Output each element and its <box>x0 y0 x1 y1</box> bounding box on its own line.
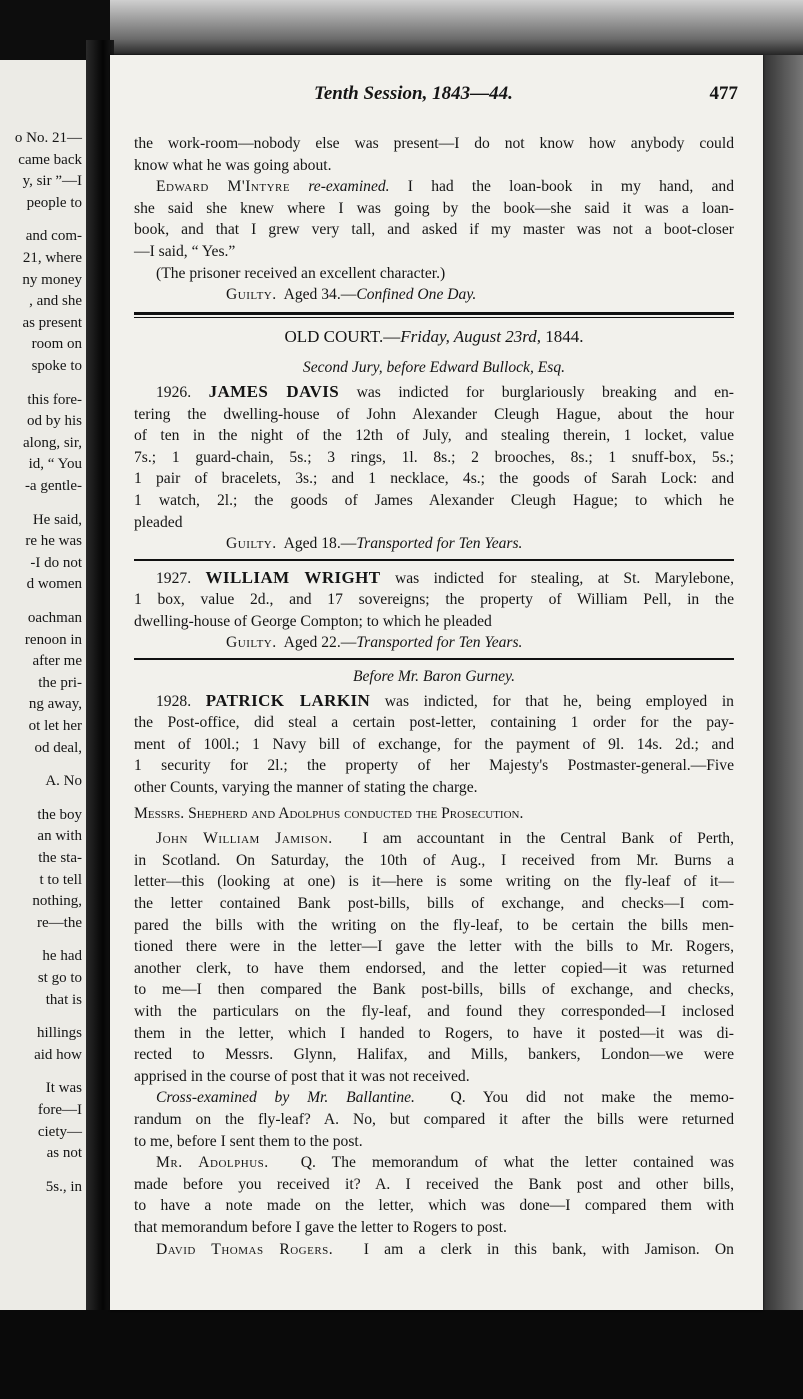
defendant-name: PATRICK LARKIN <box>205 690 371 710</box>
text-line: the Post-office, did steal a certain post-letter, containing 1 order for the pay- <box>134 714 734 732</box>
text-line: tering the dwelling-house of John Alexander Cleugh Hague, about the hour <box>134 405 734 423</box>
left-margin-fragment: It was <box>45 1080 82 1097</box>
left-margin-fragment: -I do not <box>30 554 82 571</box>
text-line: she said she knew where I was going by the book—she said it was a loan- <box>134 199 734 217</box>
left-margin-fragment: spoke to <box>31 358 82 374</box>
page-body <box>134 133 734 1260</box>
defendant-name: WILLIAM WRIGHT <box>205 567 381 587</box>
page-edge-shadow <box>763 55 803 1315</box>
left-margin-fragment: an with <box>37 828 82 845</box>
left-margin-fragment: A. No <box>45 773 82 790</box>
court-year: 1844. <box>545 326 584 346</box>
text-line: tioned there were in the letter—I gave the letter with the bills to Mr. Rogers, <box>134 938 734 956</box>
left-margin-fragment: and com- <box>25 228 82 245</box>
left-facing-page <box>0 60 92 1310</box>
case-number: 1926. <box>156 383 192 401</box>
verdict-sentence: Transported for Ten Years. <box>356 634 523 652</box>
text-line: to me, before I sent them to the post. <box>134 1132 363 1150</box>
verdict-sentence: Transported for Ten Years. <box>356 535 523 553</box>
left-margin-fragment: re he was <box>25 533 82 550</box>
court-name: OLD COURT.— <box>284 326 401 346</box>
left-margin-fragment: d women <box>26 576 82 593</box>
text-line: letter—this (looking at one) is it—here is some writing on the fly-leaf of it— <box>134 873 734 891</box>
left-margin-fragment: , and she <box>29 293 82 310</box>
cross-exam-label: Cross-examined by Mr. Ballantine. <box>156 1089 415 1107</box>
case-number: 1927. <box>156 569 192 587</box>
text-line: made before you received it? A. I received the Bank post and other bills, <box>134 1175 734 1193</box>
cross-exam-line <box>134 1087 734 1109</box>
left-margin-fragment: od deal, <box>34 739 82 756</box>
court-heading <box>134 326 734 348</box>
text-line: randum on the fly-leaf? A. No, but compared it after the bills were returned <box>134 1110 734 1128</box>
left-margin-fragment: re—the <box>37 914 82 931</box>
left-margin-fragment: hillings <box>36 1025 82 1042</box>
text-line: ment of 100l.; 1 Navy bill of exchange, for the payment of 9l. 14s. 2d.; and <box>134 735 734 753</box>
text-line: the work-room—nobody else was present—I do not know how anybody could <box>134 135 734 152</box>
verdict-age: Aged 34.— <box>283 286 357 304</box>
witness-name: John William Jamison. <box>156 830 333 848</box>
text-line: 1 security for 2l.; the property of her Majesty's Postmaster-general.—Five <box>134 757 734 775</box>
text-line: other Counts, varying the manner of stating the charge. <box>134 779 478 797</box>
verdict-line <box>134 535 522 552</box>
jury-heading: Second Jury, before Edward Bullock, Esq. <box>302 359 566 377</box>
text-line: apprised in the course of post that it was not received. <box>134 1067 470 1085</box>
text-fragment: I am accountant in the Central Bank of Perth, <box>362 830 734 848</box>
left-margin-fragment: fore—I <box>37 1102 82 1118</box>
left-margin-fragment: as present <box>22 314 82 331</box>
left-margin-fragment: id, “ You <box>28 456 82 473</box>
text-line: 1 pair of bracelets, 3s.; and 1 necklace, 4s.; the goods of Sarah Lock: and <box>134 470 734 488</box>
left-margin-fragment: He said, <box>32 511 82 528</box>
book-page <box>110 55 763 1310</box>
left-margin-fragment: o No. 21— <box>14 130 82 146</box>
scan-top-shadow <box>110 0 803 56</box>
text-line: another clerk, to have them endorsed, and the letter copied—it was returned <box>134 959 734 977</box>
section-rule <box>134 312 734 318</box>
left-margin-fragment: st go to <box>37 970 82 986</box>
left-margin-fragment: oachman <box>27 610 82 626</box>
text-line: book, and that I grew very tall, and asked if my master was not a boot-closer <box>134 221 734 239</box>
text-line: that memorandum before I gave the letter to Rogers to post. <box>134 1218 507 1236</box>
reexamination-line <box>134 176 734 198</box>
text-line: 7s.; 1 guard-chain, 5s.; 3 rings, 1l. 8s.; 2 brooches, 8s.; 1 snuff-box, 5s.; <box>134 448 734 466</box>
case-rule <box>134 559 734 561</box>
verdict-age: Aged 22.— <box>283 634 357 652</box>
text-fragment: was indicted for burglariously breaking and en- <box>356 383 734 401</box>
text-line: to me—I then compared the Bank post-bills, bills of exchange, and checks, <box>134 981 734 999</box>
text-fragment: was indicted, for that he, being employed in <box>384 692 734 710</box>
text-line: pared the bills with the writing on the fly-leaf, to be certain the bills men- <box>134 916 734 934</box>
text-line: them in the letter, which I handed to Rogers, to have it posted—it was di- <box>134 1024 734 1042</box>
left-margin-fragment: ny money <box>22 271 82 288</box>
text-line: —I said, “ Yes.” <box>134 242 236 260</box>
text-fragment: Q. The memorandum of what the letter contained was <box>300 1154 735 1172</box>
verdict-word: Guilty. <box>226 286 277 304</box>
left-margin-fragment: 5s., in <box>45 1178 82 1195</box>
left-margin-fragment: ng away, <box>28 696 82 713</box>
left-margin-fragment: ciety— <box>37 1123 82 1140</box>
verdict-word: Guilty. <box>226 634 277 652</box>
text-fragment: was indicted for stealing, at St. Marylebone, <box>394 569 734 587</box>
witness-line <box>134 1239 734 1261</box>
page-header <box>134 83 738 111</box>
text-fragment: I am a clerk in this bank, with Jamison. On <box>363 1240 734 1258</box>
left-margin-fragment: nothing, <box>32 893 82 910</box>
defendant-name: JAMES DAVIS <box>208 381 340 401</box>
prosecution-note: Messrs. Shepherd and Adolphus conducted the Prosecution. <box>134 804 524 822</box>
text-line: with the particulars on the fly-leaf, and found they corresponded—I inclosed <box>134 1002 734 1020</box>
left-margin-fragment: room on <box>31 336 82 353</box>
left-margin-fragment: renoon in <box>24 631 82 648</box>
left-margin-fragment: as not <box>46 1145 82 1162</box>
case-first-line <box>134 381 734 404</box>
left-margin-fragment: y, sir ”—I <box>22 173 82 190</box>
left-margin-fragment: -a gentle- <box>24 478 82 494</box>
left-margin-fragment: along, sir, <box>23 434 82 451</box>
verdict-word: Guilty. <box>226 535 277 553</box>
verdict-sentence: Confined One Day. <box>356 286 477 304</box>
case-first-line <box>134 690 734 713</box>
counsel-label: Mr. Adolphus. <box>156 1154 269 1172</box>
left-margin-fragment: he had <box>42 948 82 965</box>
text-line: know what he was going about. <box>134 156 332 174</box>
left-margin-fragment: od by his <box>26 413 82 430</box>
text-line: in Scotland. On Saturday, the 10th of Aug., I received from Mr. Burns a <box>134 851 734 869</box>
reexam-line <box>134 1152 734 1174</box>
left-margin-fragment: that is <box>45 991 82 1008</box>
left-margin-fragment: the sta- <box>38 850 82 866</box>
judge-heading: Before Mr. Baron Gurney. <box>352 668 516 686</box>
text-line: pleaded <box>134 513 183 531</box>
left-margin-fragment: came back <box>18 151 82 168</box>
verdict-line <box>134 634 522 651</box>
case-number: 1928. <box>156 692 192 710</box>
text-line: dwelling-house of George Compton; to which he pleaded <box>134 612 492 630</box>
reexam-tag: re-examined. <box>308 178 390 196</box>
left-margin-fragment: people to <box>26 194 82 211</box>
witness-name: Edward M'Intyre <box>156 178 291 196</box>
text-line: the letter contained Bank post-bills, bills of exchange, and checks—I com- <box>134 895 734 912</box>
text-line: of ten in the night of the 12th of July, and stealing therein, 1 locket, value <box>134 427 734 445</box>
text-line: rected to Messrs. Glynn, Halifax, and Mills, bankers, London—we were <box>134 1046 734 1064</box>
testimony-first-line <box>134 828 734 850</box>
left-margin-fragment: the boy <box>37 806 82 823</box>
text-line: 1 box, value 2d., and 17 sovereigns; the property of William Pell, in the <box>134 591 734 609</box>
character-note: (The prisoner received an excellent character.) <box>156 264 446 282</box>
case-rule <box>134 658 734 660</box>
left-margin-fragment: 21, where <box>22 250 82 266</box>
case-first-line <box>134 567 734 590</box>
text-fragment: Q. You did not make the memo- <box>450 1089 735 1107</box>
scan-bottom-edge <box>0 1310 803 1399</box>
witness-name: David Thomas Rogers. <box>156 1240 334 1258</box>
left-margin-fragment: aid how <box>34 1046 82 1063</box>
left-margin-fragment: ot let her <box>28 718 82 734</box>
text-fragment: I had the loan-book in my hand, and <box>407 178 734 196</box>
text-line: to have a note made on the letter, which was done—I compared them with <box>134 1197 734 1215</box>
verdict-line <box>134 286 476 303</box>
page-number: 477 <box>709 83 738 104</box>
left-margin-fragment: after me <box>32 653 82 670</box>
text-line: 1 watch, 2l.; the goods of James Alexander Cleugh Hague; to which he <box>134 491 734 509</box>
left-margin-fragment: this fore- <box>27 391 82 408</box>
left-margin-fragment: the pri- <box>38 674 82 691</box>
running-head: Tenth Session, 1843—44. <box>314 83 513 104</box>
verdict-age: Aged 18.— <box>283 535 357 553</box>
court-date: Friday, August 23rd, <box>400 326 541 346</box>
left-margin-fragment: t to tell <box>39 871 82 888</box>
